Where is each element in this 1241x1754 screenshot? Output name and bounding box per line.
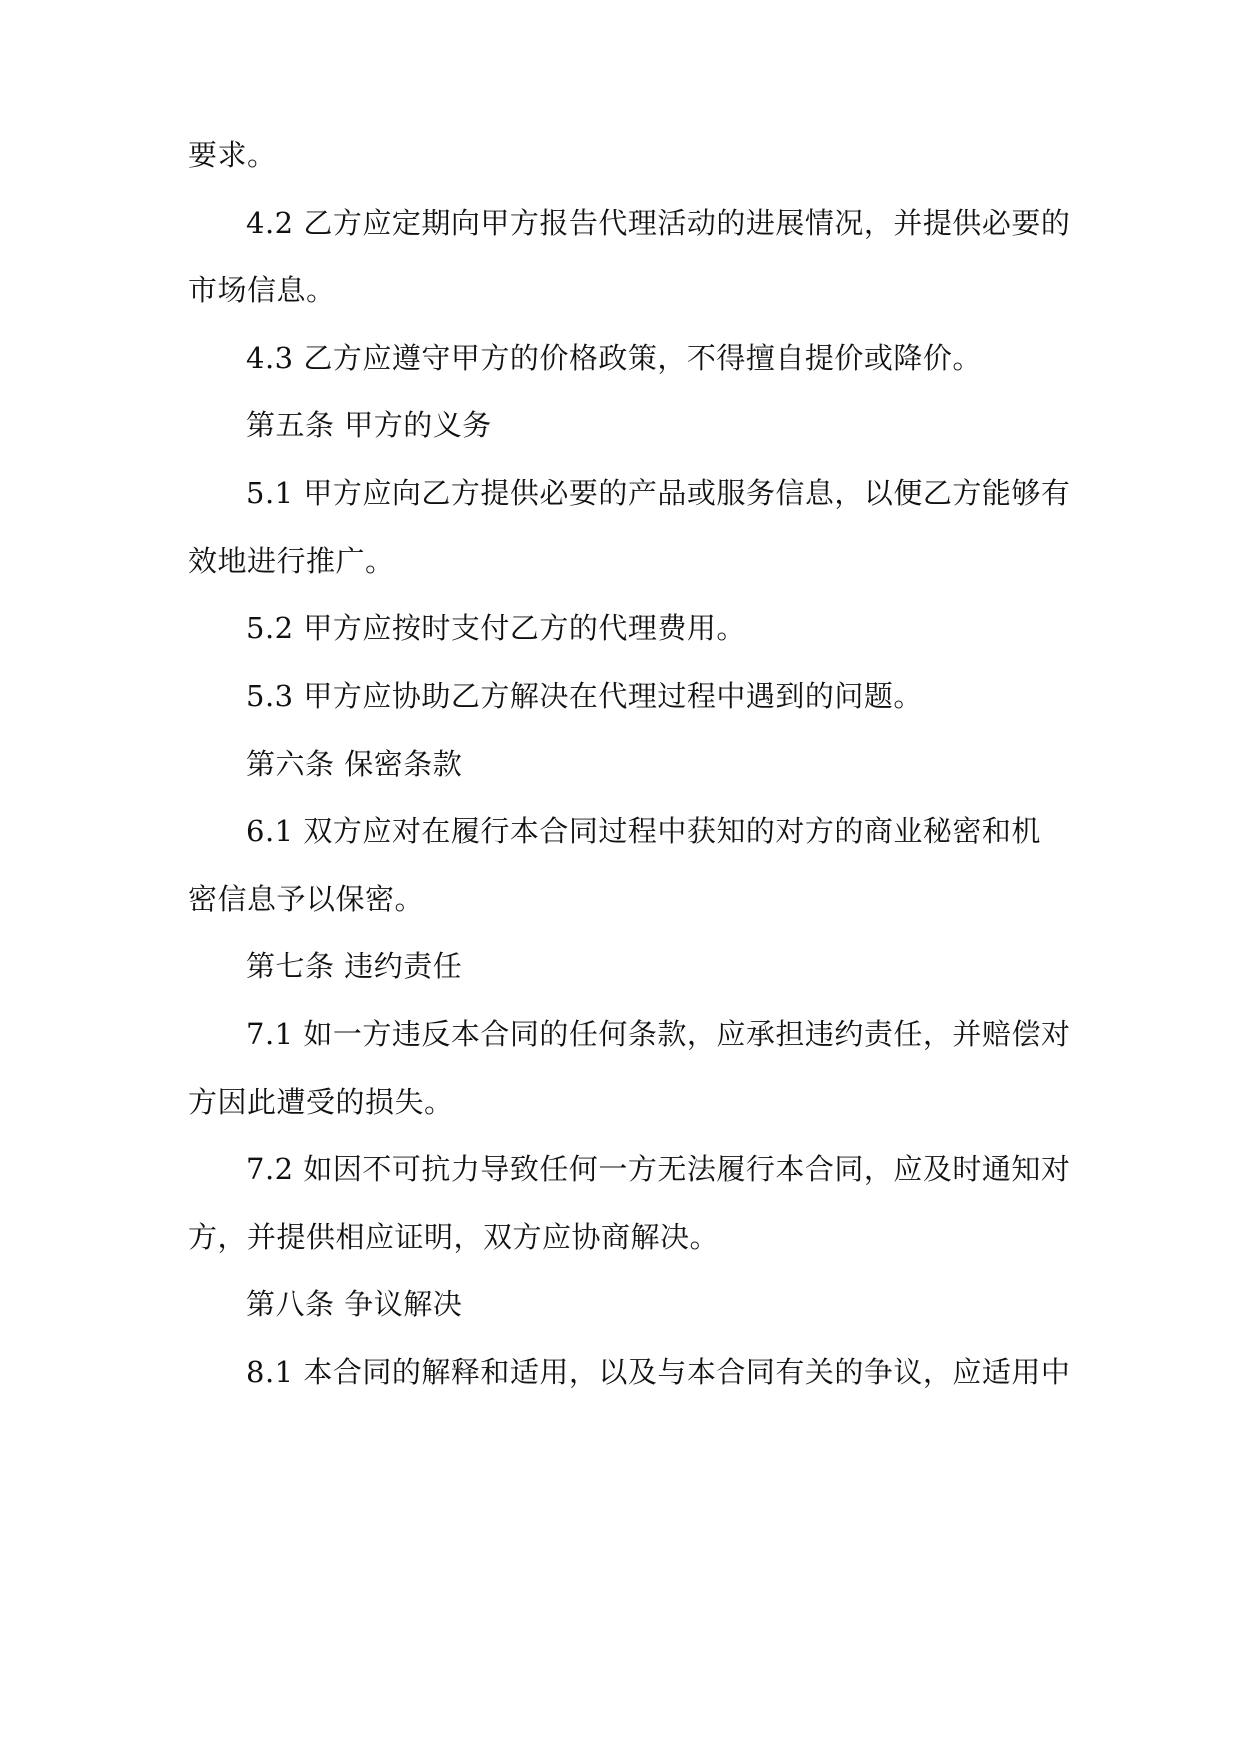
clause-5-2: 5.2 甲方应按时支付乙方的代理费用。 xyxy=(246,611,746,645)
clause-8-1: 8.1 本合同的解释和适用，以及与本合同有关的争议，应适用中 xyxy=(246,1355,1071,1389)
clause-7-2: 7.2 如因不可抗力导致任何一方无法履行本合同，应及时通知对 xyxy=(246,1152,1071,1186)
clause-7-1: 7.1 如一方违反本合同的任何条款，应承担违约责任，并赔偿对 xyxy=(246,1017,1071,1051)
paragraph-line: 密信息予以保密。 xyxy=(188,882,425,916)
paragraph-line: 市场信息。 xyxy=(188,273,336,307)
article-8-heading: 第八条 争议解决 xyxy=(246,1287,463,1321)
article-7-heading: 第七条 违约责任 xyxy=(246,949,463,983)
article-6-heading: 第六条 保密条款 xyxy=(246,747,463,781)
paragraph-line: 方因此遭受的损失。 xyxy=(188,1085,454,1119)
clause-6-1: 6.1 双方应对在履行本合同过程中获知的对方的商业秘密和机 xyxy=(246,814,1041,848)
clause-4-2: 4.2 乙方应定期向甲方报告代理活动的进展情况，并提供必要的 xyxy=(246,206,1071,240)
clause-5-3: 5.3 甲方应协助乙方解决在代理过程中遇到的问题。 xyxy=(246,679,923,713)
clause-4-3: 4.3 乙方应遵守甲方的价格政策，不得擅自提价或降价。 xyxy=(246,341,982,375)
paragraph-line: 要求。 xyxy=(188,138,277,172)
article-5-heading: 第五条 甲方的义务 xyxy=(246,408,492,442)
paragraph-line: 效地进行推广。 xyxy=(188,544,395,578)
clause-5-1: 5.1 甲方应向乙方提供必要的产品或服务信息，以便乙方能够有 xyxy=(246,476,1071,510)
paragraph-line: 方，并提供相应证明，双方应协商解决。 xyxy=(188,1220,720,1254)
